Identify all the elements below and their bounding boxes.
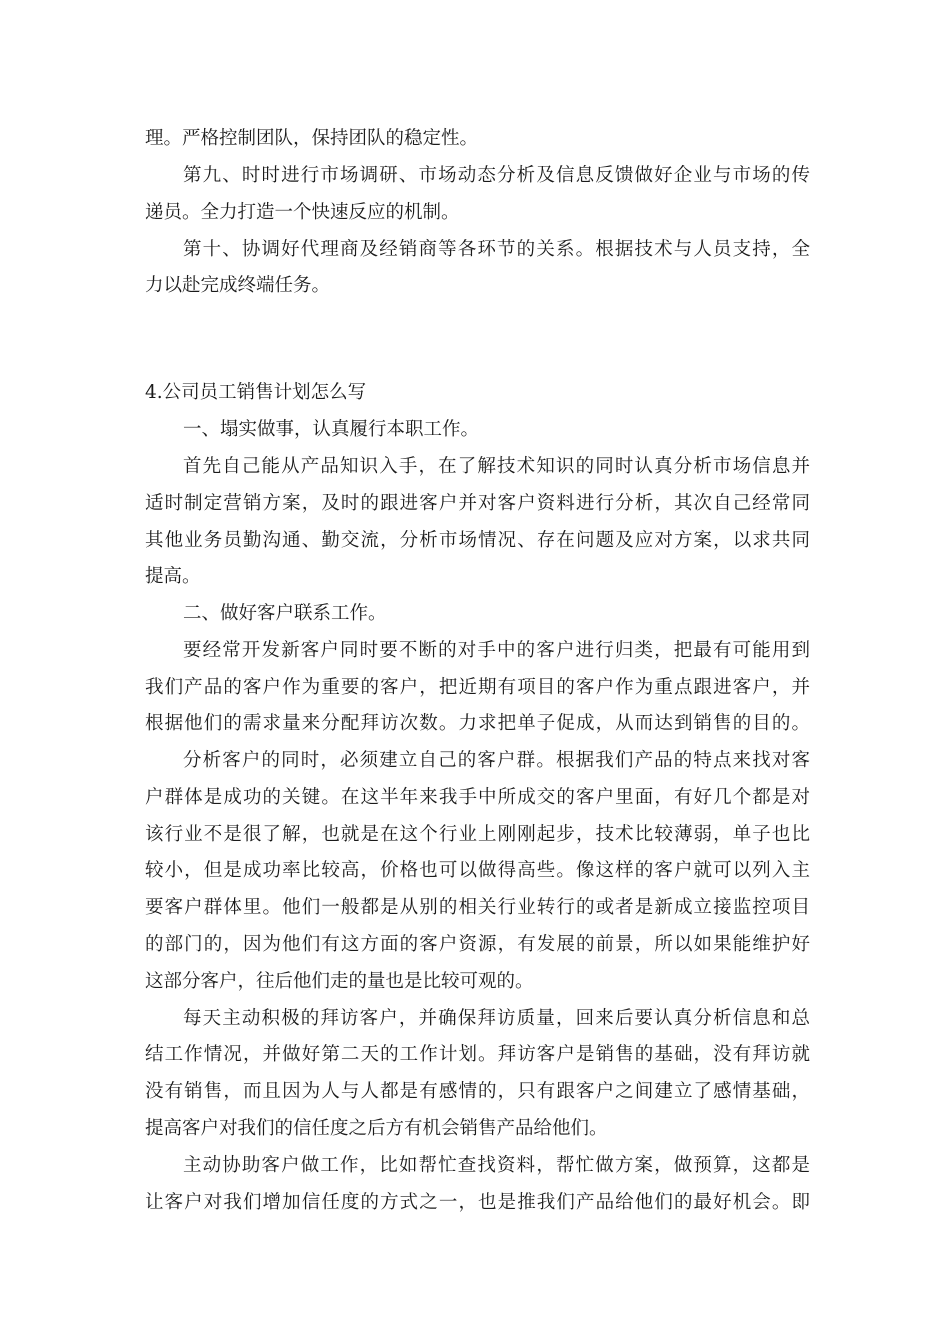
paragraph-line: 第十、协调好代理商及经销商等各环节的关系。根据技术与人员支持，全 (183, 239, 810, 260)
paragraph-line: 其他业务员勤沟通、勤交流，分析市场情况、存在问题及应对方案，以求共同 (145, 530, 810, 551)
paragraph-line: 力以赴完成终端任务。 (145, 275, 331, 296)
paragraph-line: 较小，但是成功率比较高，价格也可以做得高些。像这样的客户就可以列入主 (145, 860, 810, 881)
paragraph-line: 适时制定营销方案，及时的跟进客户并对客户资料进行分析，其次自己经常同 (145, 493, 810, 514)
section-heading: 4.公司员工销售计划怎么写 (145, 382, 367, 403)
paragraph-line: 二、做好客户联系工作。 (183, 603, 387, 624)
paragraph-line: 这部分客户，往后他们走的量也是比较可观的。 (145, 971, 534, 992)
paragraph-line: 户群体是成功的关键。在这半年来我手中所成交的客户里面，有好几个都是对 (145, 787, 810, 808)
paragraph-line: 让客户对我们增加信任度的方式之一，也是推我们产品给他们的最好机会。即 (145, 1192, 810, 1213)
paragraph-line: 根据他们的需求量来分配拜访次数。力求把单子促成，从而达到销售的目的。 (145, 713, 810, 734)
paragraph-line: 一、塌实做事，认真履行本职工作。 (183, 419, 480, 440)
paragraph-line: 结工作情况，并做好第二天的工作计划。拜访客户是销售的基础，没有拜访就 (145, 1044, 810, 1065)
paragraph-line: 主动协助客户做工作，比如帮忙查找资料，帮忙做方案，做预算，这都是 (183, 1155, 810, 1176)
paragraph-line: 理。严格控制团队，保持团队的稳定性。 (145, 128, 479, 149)
paragraph-line: 提高客户对我们的信任度之后方有机会销售产品给他们。 (145, 1118, 608, 1139)
paragraph-line: 首先自己能从产品知识入手，在了解技术知识的同时认真分析市场信息并 (183, 456, 810, 477)
paragraph-line: 该行业不是很了解，也就是在这个行业上刚刚起步，技术比较薄弱，单子也比 (145, 824, 810, 845)
paragraph-line: 每天主动积极的拜访客户，并确保拜访质量，回来后要认真分析信息和总 (183, 1008, 810, 1029)
paragraph-line: 要经常开发新客户同时要不断的对手中的客户进行归类，把最有可能用到 (183, 640, 810, 661)
paragraph-line: 递员。全力打造一个快速反应的机制。 (145, 202, 460, 223)
paragraph-line: 第九、时时进行市场调研、市场动态分析及信息反馈做好企业与市场的传 (183, 165, 810, 186)
paragraph-line: 没有销售，而且因为人与人都是有感情的，只有跟客户之间建立了感情基础， (145, 1081, 810, 1102)
paragraph-line: 提高。 (145, 566, 201, 587)
paragraph-line: 我们产品的客户作为重要的客户，把近期有项目的客户作为重点跟进客户，并 (145, 677, 810, 698)
paragraph-line: 分析客户的同时，必须建立自己的客户群。根据我们产品的特点来找对客 (183, 750, 810, 771)
paragraph-line: 的部门的，因为他们有这方面的客户资源，有发展的前景，所以如果能维护好 (145, 934, 810, 955)
paragraph-line: 要客户群体里。他们一般都是从别的相关行业转行的或者是新成立接监控项目 (145, 897, 810, 918)
